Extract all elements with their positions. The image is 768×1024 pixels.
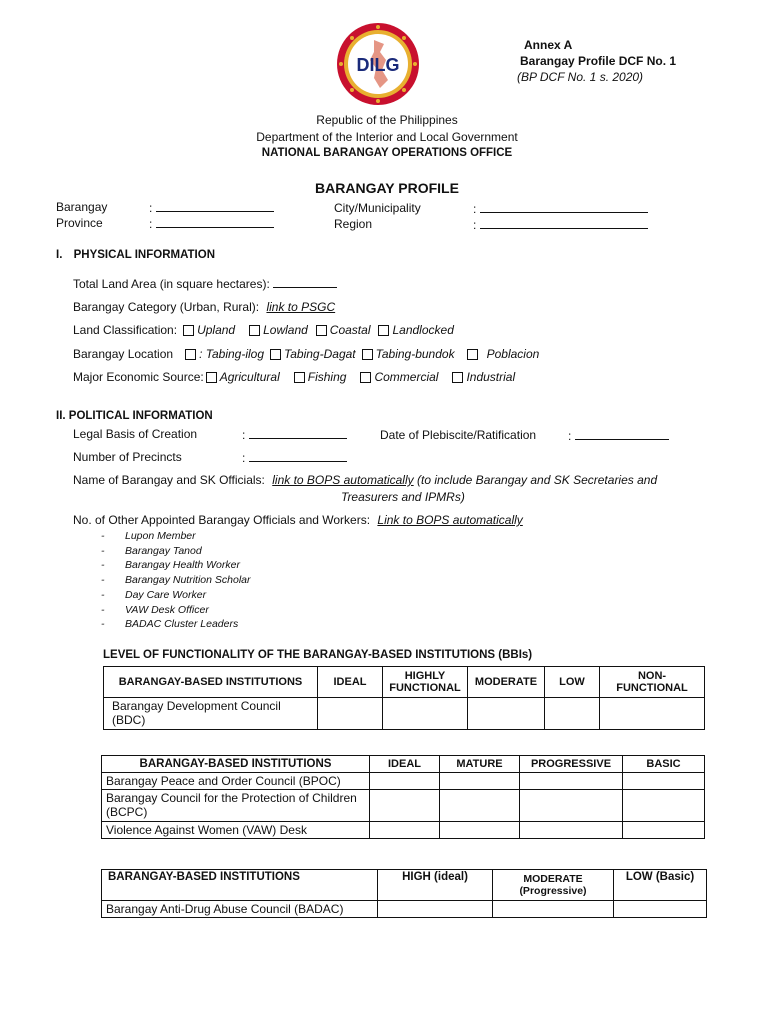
list-item	[101, 529, 250, 544]
list-item-text: Day Care Worker	[125, 588, 207, 601]
option-tabing-ilog: : Tabing-ilog	[199, 347, 265, 361]
officials-bops-link[interactable]: link to BOPS automatically	[272, 473, 414, 487]
province-label: Province	[56, 216, 103, 230]
table-header: BARANGAY-BASED INSTITUTIONS	[102, 870, 378, 901]
office-line: NATIONAL BARANGAY OPERATIONS OFFICE	[261, 147, 513, 159]
appointed-list	[101, 529, 250, 632]
colon: :	[242, 428, 246, 442]
rating-cell[interactable]	[440, 790, 520, 822]
rating-cell[interactable]	[614, 901, 707, 918]
officials-note-line2: Treasurers and IPMRs)	[341, 490, 465, 504]
option-commercial: Commercial	[374, 370, 439, 384]
list-item-text: Lupon Member	[125, 530, 196, 542]
institution-name: Barangay Anti-Drug Abuse Council (BADAC)	[102, 901, 378, 918]
list-item-text: Barangay Nutrition Scholar	[125, 574, 251, 587]
list-item-text: BADAC Cluster Leaders	[125, 618, 239, 631]
list-item	[101, 617, 250, 632]
page-title: BARANGAY PROFILE	[315, 180, 459, 196]
plebiscite-field[interactable]	[568, 428, 669, 443]
political-heading: II. POLITICAL INFORMATION	[56, 410, 213, 422]
option-poblacion: Poblacion	[486, 347, 540, 361]
table-header: MODERATE (Progressive)	[493, 870, 614, 901]
appointed-bops-link[interactable]: Link to BOPS automatically	[377, 513, 523, 527]
region-label: Region	[334, 217, 373, 231]
list-item	[101, 573, 250, 588]
dash: -	[101, 544, 105, 557]
rating-cell[interactable]	[440, 773, 520, 790]
table-header: BARANGAY-BASED INSTITUTIONS	[102, 756, 370, 773]
table-header: HIGH (ideal)	[378, 870, 493, 901]
land-area-field[interactable]	[273, 276, 337, 288]
checkbox-agricultural[interactable]	[206, 372, 217, 383]
legal-basis-label: Legal Basis of Creation	[73, 427, 198, 441]
rating-cell[interactable]	[623, 790, 705, 822]
badac-table	[101, 869, 707, 918]
list-item	[101, 558, 250, 573]
rating-cell[interactable]	[600, 698, 705, 730]
checkbox-tabing-ilog[interactable]	[185, 349, 196, 360]
table-row	[102, 901, 707, 918]
appointed-label: No. of Other Appointed Barangay Officials and Workers:	[73, 513, 371, 527]
psgc-link[interactable]: link to PSGC	[266, 300, 336, 314]
table-header: HIGHLY FUNCTIONAL	[383, 667, 468, 698]
barangay-label: Barangay	[56, 200, 108, 214]
precincts-field[interactable]	[242, 450, 347, 465]
checkbox-tabing-bundok[interactable]	[362, 349, 373, 360]
option-tabing-dagat: Tabing-Dagat	[284, 347, 356, 361]
table-header: BASIC	[623, 756, 705, 773]
colon: :	[242, 451, 246, 465]
dash: -	[101, 574, 105, 587]
checkbox-industrial[interactable]	[452, 372, 463, 383]
table-header: BARANGAY-BASED INSTITUTIONS	[104, 667, 318, 698]
option-coastal: Coastal	[329, 323, 371, 337]
list-item-text: Barangay Health Worker	[125, 559, 240, 572]
colon: :	[149, 217, 153, 231]
land-area-row	[73, 276, 337, 291]
checkbox-upland[interactable]	[183, 325, 194, 336]
rating-cell[interactable]	[520, 773, 623, 790]
table-header: IDEAL	[318, 667, 383, 698]
rating-cell[interactable]	[493, 901, 614, 918]
table-header: MATURE	[440, 756, 520, 773]
table-row	[102, 773, 705, 790]
legal-basis-field[interactable]	[242, 427, 347, 442]
checkbox-commercial[interactable]	[360, 372, 371, 383]
plebiscite-label: Date of Plebiscite/Ratification	[380, 428, 537, 442]
dash: -	[101, 588, 105, 601]
rating-cell[interactable]	[383, 698, 468, 730]
rating-cell[interactable]	[520, 822, 623, 839]
checkbox-lowland[interactable]	[249, 325, 260, 336]
option-landlocked: Landlocked	[392, 323, 454, 337]
table-header: LOW (Basic)	[614, 870, 707, 901]
colon: :	[568, 429, 572, 443]
table-header: LOW	[545, 667, 600, 698]
city-label: City/Municipality	[334, 201, 421, 215]
barangay-field[interactable]	[149, 200, 274, 215]
option-agricultural: Agricultural	[219, 370, 280, 384]
economic-label: Major Economic Source:	[73, 370, 204, 384]
rating-cell[interactable]	[370, 822, 440, 839]
rating-cell[interactable]	[440, 822, 520, 839]
option-lowland: Lowland	[263, 323, 308, 337]
checkbox-landlocked[interactable]	[378, 325, 389, 336]
functionality-heading: LEVEL OF FUNCTIONALITY OF THE BARANGAY-BASED INSTITUTIONS (BBIs)	[103, 649, 533, 661]
table-header: MODERATE	[468, 667, 545, 698]
location-row	[73, 347, 539, 361]
section-title: PHYSICAL INFORMATION	[73, 249, 216, 261]
officials-row	[73, 473, 657, 487]
rating-cell[interactable]	[623, 773, 705, 790]
dash: -	[101, 559, 105, 572]
region-field[interactable]	[473, 217, 648, 232]
list-item-text: VAW Desk Officer	[125, 603, 209, 616]
institution-name: Barangay Peace and Order Council (BPOC)	[102, 773, 370, 790]
rating-cell[interactable]	[520, 790, 623, 822]
dash: -	[101, 618, 105, 631]
institution-name: Violence Against Women (VAW) Desk	[102, 822, 370, 839]
republic-line: Republic of the Philippines	[316, 113, 458, 127]
officials-note-line1: (to include Barangay and SK Secretaries and	[416, 473, 658, 487]
dash: -	[101, 603, 105, 616]
bdc-table	[103, 666, 705, 730]
category-label: Barangay Category (Urban, Rural):	[73, 300, 260, 314]
rating-cell[interactable]	[370, 790, 440, 822]
checkbox-fishing[interactable]	[294, 372, 305, 383]
colon: :	[473, 218, 477, 232]
option-fishing: Fishing	[307, 370, 347, 384]
appointed-row	[73, 513, 523, 527]
rating-cell[interactable]	[545, 698, 600, 730]
list-item	[101, 544, 250, 559]
form-series: (BP DCF No. 1 s. 2020)	[517, 70, 644, 84]
dilg-logo	[334, 22, 422, 106]
logo-text: DILG	[356, 55, 400, 75]
option-tabing-bundok: Tabing-bundok	[375, 347, 455, 361]
precincts-label: Number of Precincts	[73, 450, 182, 464]
land-class-label: Land Classification:	[73, 323, 178, 337]
checkbox-coastal[interactable]	[316, 325, 327, 336]
land-area-label: Total Land Area (in square hectares):	[73, 277, 270, 291]
city-field[interactable]	[473, 201, 648, 216]
table-header: IDEAL	[370, 756, 440, 773]
table-row	[104, 698, 705, 730]
list-item	[101, 588, 250, 603]
economic-row	[73, 370, 515, 384]
province-field[interactable]	[149, 216, 274, 231]
land-class-row	[73, 323, 454, 337]
bpoc-bcpc-vaw-table	[101, 755, 705, 839]
table-header: NON-FUNCTIONAL	[600, 667, 705, 698]
checkbox-tabing-dagat[interactable]	[270, 349, 281, 360]
rating-cell[interactable]	[370, 773, 440, 790]
annex-label: Annex A	[524, 38, 573, 52]
table-header: PROGRESSIVE	[520, 756, 623, 773]
physical-heading	[56, 249, 215, 261]
dash: -	[101, 530, 105, 542]
department-line: Department of the Interior and Local Government	[256, 130, 518, 144]
rating-cell[interactable]	[378, 901, 493, 918]
officials-label: Name of Barangay and SK Officials:	[73, 473, 265, 487]
category-row	[73, 300, 335, 314]
list-item	[101, 603, 250, 618]
option-upland: Upland	[197, 323, 236, 337]
rating-cell[interactable]	[318, 698, 383, 730]
colon: :	[149, 201, 153, 215]
rating-cell[interactable]	[623, 822, 705, 839]
form-number: Barangay Profile DCF No. 1	[520, 54, 677, 68]
table-row	[102, 790, 705, 822]
section-number: I.	[56, 249, 63, 261]
checkbox-poblacion[interactable]	[467, 349, 478, 360]
dilg-seal-icon	[334, 22, 422, 106]
institution-name: Barangay Council for the Protection of Children (BCPC)	[102, 790, 370, 822]
location-label: Barangay Location	[73, 347, 174, 361]
table-row	[102, 822, 705, 839]
institution-name: Barangay Development Council (BDC)	[104, 698, 318, 730]
rating-cell[interactable]	[468, 698, 545, 730]
list-item-text: Barangay Tanod	[125, 544, 202, 557]
option-industrial: Industrial	[466, 370, 516, 384]
colon: :	[473, 202, 477, 216]
